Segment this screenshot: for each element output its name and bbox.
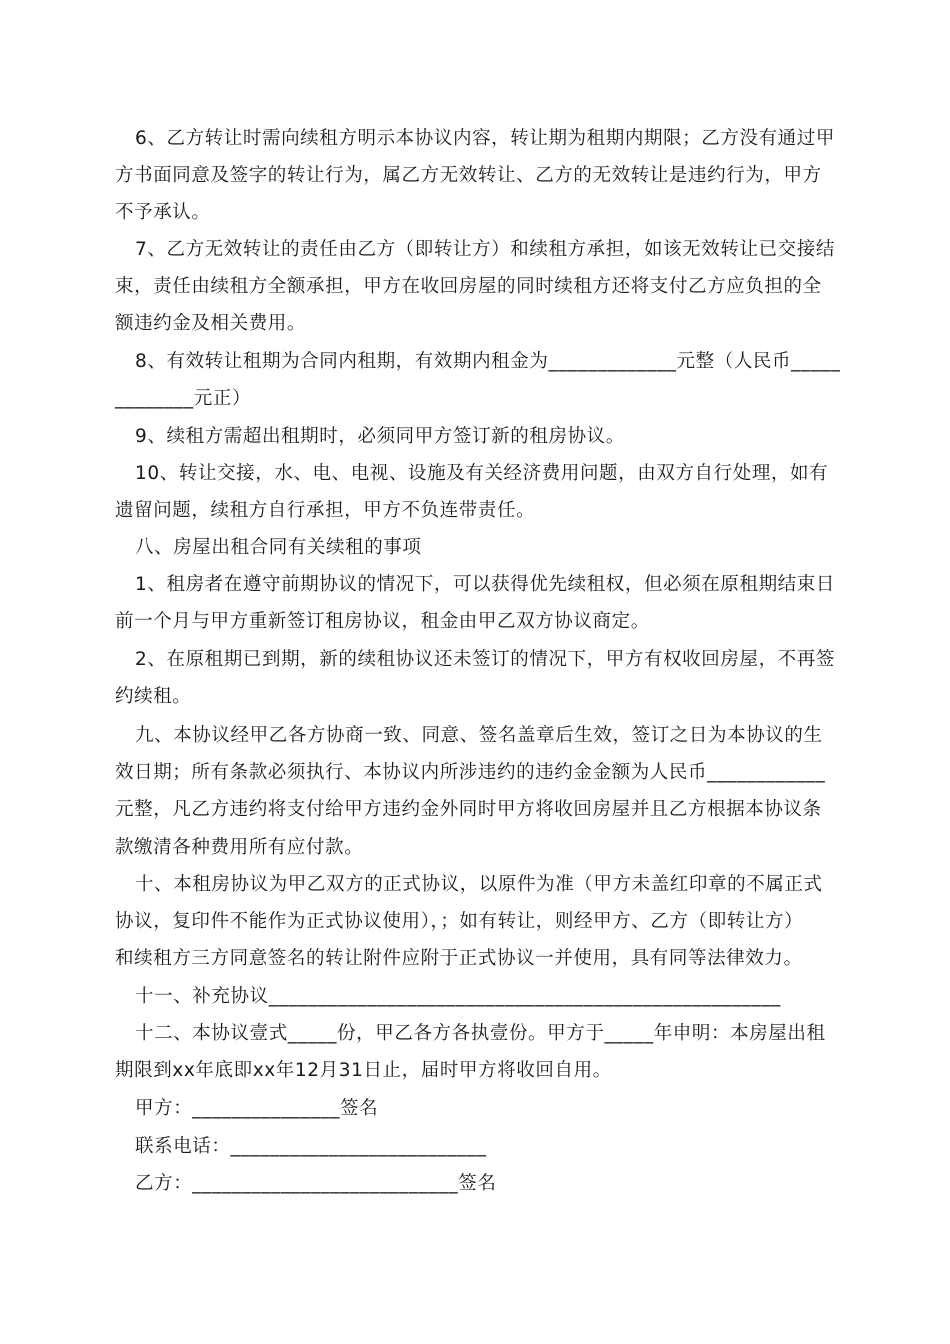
section-12-line-1: 十二、本协议壹式_____份，甲乙各方各执壹份。甲方于_____年申明：本房屋出租 xyxy=(135,1023,826,1044)
clause-6-line-1: 6、乙方转让时需向续租方明示本协议内容，转让期为租期内期限；乙方没有通过甲 xyxy=(135,128,835,149)
section-9-line-2: 效日期；所有条款必须执行、本协议内所涉违约的违约金金额为人民币____________ xyxy=(115,762,826,783)
section-9-line-1: 九、本协议经甲乙各方协商一致、同意、签名盖章后生效，签订之日为本协议的生 xyxy=(135,725,823,746)
contact-phone: 联系电话：__________________________ xyxy=(135,1136,487,1157)
section-9-line-4: 款缴清各种费用所有应付款。 xyxy=(115,837,364,858)
clause-6-line-3: 不予承认。 xyxy=(115,202,211,223)
section-8-item-1-line-2: 前一个月与甲方重新签订租房协议，租金由甲乙双方协议商定。 xyxy=(115,611,650,632)
section-10-line-3: 和续租方三方同意签名的转让附件应附于正式协议一并使用，具有同等法律效力。 xyxy=(115,948,803,969)
party-a-signature: 甲方：_______________签名 xyxy=(135,1098,379,1119)
clause-8-line-2: ________元正） xyxy=(115,388,252,409)
clause-6-line-2: 方书面同意及签字的转让行为，属乙方无效转让、乙方的无效转让是违约行为，甲方 xyxy=(115,165,822,186)
clause-9-line: 9、续租方需超出租期时，必须同甲方签订新的租房协议。 xyxy=(135,426,625,447)
section-10-line-2: 协议，复印件不能作为正式协议使用），；如有转让，则经甲方、乙方（即转让方） xyxy=(115,911,804,932)
section-11-supplement: 十一、补充协议____________________________________________________ xyxy=(135,986,781,1007)
section-9-line-3: 元整，凡乙方违约将支付给甲方违约金外同时甲方将收回房屋并且乙方根据本协议条 xyxy=(115,799,822,820)
section-10-line-1: 十、本租房协议为甲乙双方的正式协议，以原件为准（甲方未盖红印章的不属正式 xyxy=(135,874,823,895)
clause-8-line-1: 8、有效转让租期为合同内租期，有效期内租金为_____________元整（人民币_____ xyxy=(135,351,841,372)
clause-7-line-3: 额违约金及相关费用。 xyxy=(115,313,307,334)
party-b-signature: 乙方：___________________________签名 xyxy=(135,1173,497,1194)
section-8-item-2-line-2: 约续租。 xyxy=(115,686,192,707)
clause-10-line-2: 遗留问题，续租方自行承担，甲方不负连带责任。 xyxy=(115,500,536,521)
section-8-item-1-line-1: 1、租房者在遵守前期协议的情况下，可以获得优先续租权，但必须在原租期结束日 xyxy=(135,574,835,595)
section-8-item-2-line-1: 2、在原租期已到期，新的续租协议还未签订的情况下，甲方有权收回房屋，不再签 xyxy=(135,649,835,670)
clause-10-line-1: 10、转让交接，水、电、电视、设施及有关经济费用问题，由双方自行处理，如有 xyxy=(135,463,829,484)
section-12-line-2: 期限到xx年底即xx年12月31日止，届时甲方将收回自用。 xyxy=(115,1060,612,1081)
clause-7-line-1: 7、乙方无效转让的责任由乙方（即转让方）和续租方承担，如该无效转让已交接结 xyxy=(135,239,835,260)
clause-7-line-2: 束，责任由续租方全额承担，甲方在收回房屋的同时续租方还将支付乙方应负担的全 xyxy=(115,276,822,297)
section-8-heading: 八、房屋出租合同有关续租的事项 xyxy=(135,537,422,558)
